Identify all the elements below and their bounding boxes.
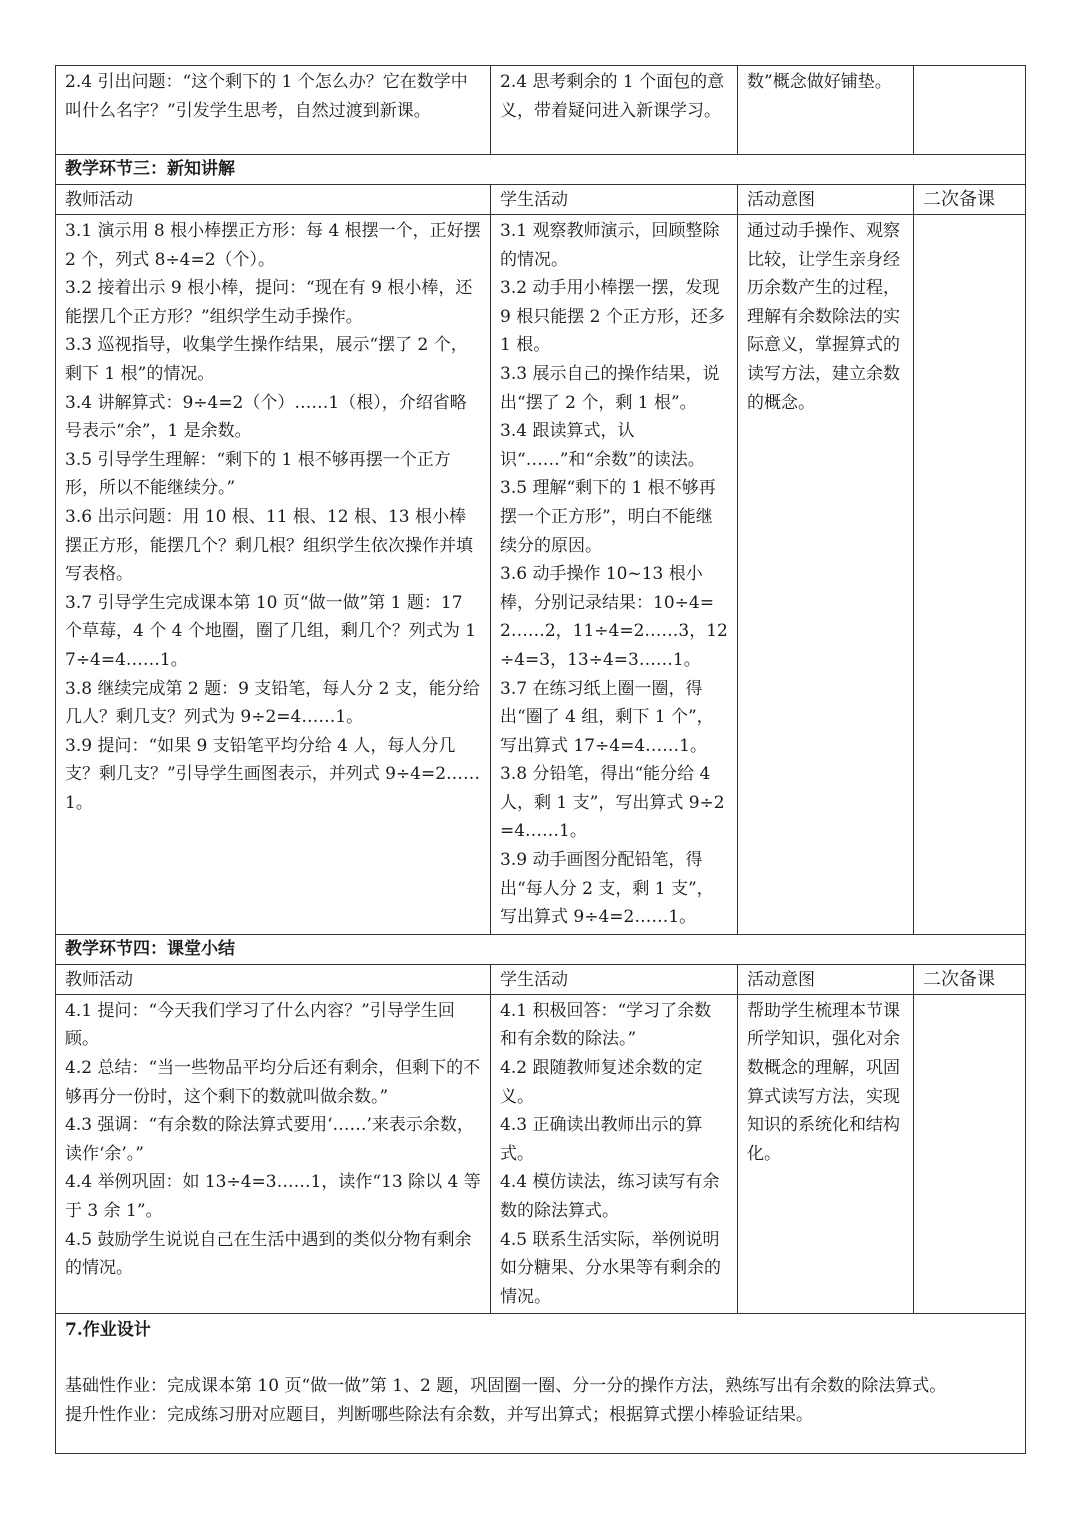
section3-student-item: 3.2 动手用小棒摆一摆，发现 9 根只能摆 2 个正方形，还多 1 根。 — [500, 278, 725, 356]
section4-header-student: 学生活动 — [491, 964, 738, 994]
section4-student-item: 4.1 积极回答：“学习了余数和有余数的除法。” — [500, 1000, 712, 1050]
homework-basic: 基础性作业：完成课本第 10 页“做一做”第 1、2 题，巩固圈一圈、分一分的操作方法，熟练写出有余数的除法算式。 — [65, 1375, 947, 1396]
section3-teacher-item: 3.3 巡视指导，收集学生操作结果，展示“摆了 2 个，剩下 1 根”的情况。 — [65, 335, 468, 384]
continuation-intent-text: 数”概念做好铺垫。 — [747, 72, 892, 92]
section4-student-item: 4.3 正确读出教师出示的算式。 — [500, 1115, 703, 1164]
section3-student-item: 3.7 在练习纸上圈一圈，得出“圈了 4 组，剩下 1 个”，写出算式 17÷4=4……1。 — [500, 678, 714, 756]
section3-student-item: 3.9 动手画图分配铅笔，得出“每人分 2 支，剩 1 支”，写出算式 9÷4=2……1。 — [500, 850, 714, 928]
continuation-row — [56, 66, 1026, 155]
section4-notes-cell — [914, 994, 1026, 1314]
homework-cell — [56, 1314, 1026, 1454]
section3-student-item: 3.8 分铅笔，得出“能分给 4 人，剩 1 支”，写出算式 9÷2=4……1。 — [500, 764, 725, 842]
section4-teacher-item: 4.2 总结：“当一些物品平均分后还有剩余，但剩下的不够再分一份时，这个剩下的数就叫做余数。” — [65, 1058, 481, 1107]
continuation-student-cell — [491, 66, 738, 155]
section3-title: 教学环节三：新知讲解 — [56, 155, 1026, 185]
section3-teacher-item: 3.4 讲解算式：9÷4=2（个）……1（根），介绍省略号表示“余”，1 是余数。 — [65, 392, 467, 442]
section4-header-teacher: 教师活动 — [56, 964, 491, 994]
section3-student-item: 3.3 展示自己的操作结果，说出“摆了 2 个，剩 1 根”。 — [500, 363, 720, 413]
section3-content-row — [56, 215, 1026, 935]
section3-header-notes: 二次备课 — [914, 185, 1026, 215]
homework-title: 7.作业设计 — [65, 1320, 151, 1341]
section4-teacher-cell — [56, 994, 491, 1314]
homework-spacer — [65, 1345, 1016, 1372]
continuation-intent-cell — [738, 66, 914, 155]
continuation-teacher-text: 2.4 引出问题：“这个剩下的 1 个怎么办？它在数学中叫什么名字？”引发学生思考，自然过渡到新课。 — [65, 72, 468, 121]
section3-header-teacher: 教师活动 — [56, 185, 491, 215]
lesson-plan-table — [55, 65, 1026, 1454]
section4-content-row — [56, 994, 1026, 1314]
section4-title-row — [56, 934, 1026, 964]
section4-teacher-item: 4.5 鼓励学生说说自己在生活中遇到的类似分物有剩余的情况。 — [65, 1229, 472, 1279]
section3-header-row — [56, 185, 1026, 215]
continuation-student-text: 2.4 思考剩余的 1 个面包的意义，带着疑问进入新课学习。 — [500, 72, 725, 121]
section4-student-item: 4.2 跟随教师复述余数的定义。 — [500, 1058, 703, 1107]
section3-intent-text: 通过动手操作、观察比较，让学生亲身经历余数产生的过程，理解有余数除法的实际意义，掌握算式的读写方法，建立余数的概念。 — [747, 221, 900, 413]
section3-notes-cell — [914, 215, 1026, 935]
section4-header-notes: 二次备课 — [914, 964, 1026, 994]
section3-student-item: 3.5 理解“剩下的 1 根不够再摆一个正方形”，明白不能继续分的原因。 — [500, 478, 716, 556]
homework-advanced: 提升性作业：完成练习册对应题目，判断哪些除法有余数，并写出算式；根据算式摆小棒验证结果。 — [65, 1404, 813, 1425]
section3-teacher-item: 3.5 引导学生理解：“剩下的 1 根不够再摆一个正方形，所以不能继续分。” — [65, 449, 451, 499]
section3-header-intent: 活动意图 — [738, 185, 914, 215]
section4-intent-cell — [738, 994, 914, 1314]
section3-student-item: 3.1 观察教师演示，回顾整除的情况。 — [500, 221, 720, 270]
section4-student-cell — [491, 994, 738, 1314]
section3-teacher-item: 3.6 出示问题：用 10 根、11 根、12 根、13 根小棒摆正方形，能摆几个？剩几根？组织学生依次操作并填写表格。 — [65, 506, 473, 585]
section4-title: 教学环节四：课堂小结 — [56, 934, 1026, 964]
section4-teacher-item: 4.4 举例巩固：如 13÷4=3……1，读作“13 除以 4 等于 3 余 1”。 — [65, 1172, 481, 1221]
section3-teacher-item: 3.9 提问：“如果 9 支铅笔平均分给 4 人，每人分几支？剩几支？”引导学生画图表示，并列式 9÷4=2……1。 — [65, 735, 481, 813]
section3-teacher-item: 3.8 继续完成第 2 题：9 支铅笔，每人分 2 支，能分给几人？剩几支？列式为 9÷2=4……1。 — [65, 678, 480, 728]
section4-teacher-item: 4.1 提问：“今天我们学习了什么内容？”引导学生回顾。 — [65, 1000, 455, 1050]
section3-student-cell — [491, 215, 738, 935]
section3-teacher-item: 3.1 演示用 8 根小棒摆正方形：每 4 根摆一个，正好摆 2 个，列式 8÷4=2（个）。 — [65, 221, 481, 270]
section3-teacher-item: 3.2 接着出示 9 根小棒，提问：“现在有 9 根小棒，还能摆几个正方形？”组织学生动手操作。 — [65, 278, 473, 327]
homework-row — [56, 1314, 1026, 1454]
section3-teacher-item: 3.7 引导学生完成课本第 10 页“做一做”第 1 题：17 个草莓，4 个 4 个地圈，圈了几组，剩几个？列式为 17÷4=4……1。 — [65, 592, 477, 670]
section3-teacher-cell — [56, 215, 491, 935]
section4-student-item: 4.5 联系生活实际，举例说明如分糖果、分水果等有剩余的情况。 — [500, 1229, 721, 1307]
section3-student-item: 3.4 跟读算式，认识“……”和“余数”的读法。 — [500, 421, 705, 470]
section4-header-row — [56, 964, 1026, 994]
section3-header-student: 学生活动 — [491, 185, 738, 215]
section3-student-item: 3.6 动手操作 10~13 根小棒，分别记录结果：10÷4=2……2，11÷4=2……3，12÷4=3，13÷4=3……1。 — [500, 564, 728, 670]
section4-teacher-item: 4.3 强调：“有余数的除法算式要用‘……’来表示余数，读作‘余’。” — [65, 1115, 474, 1164]
section4-intent-text: 帮助学生梳理本节课所学知识，强化对余数概念的理解，巩固算式读写方法，实现知识的系统化和结构化。 — [747, 1000, 900, 1164]
section3-intent-cell — [738, 215, 914, 935]
section4-student-item: 4.4 模仿读法，练习读写有余数的除法算式。 — [500, 1172, 720, 1221]
section4-header-intent: 活动意图 — [738, 964, 914, 994]
section3-title-row — [56, 155, 1026, 185]
lesson-plan-page — [55, 65, 1025, 1454]
continuation-teacher-cell — [56, 66, 491, 155]
continuation-notes-cell — [914, 66, 1026, 155]
